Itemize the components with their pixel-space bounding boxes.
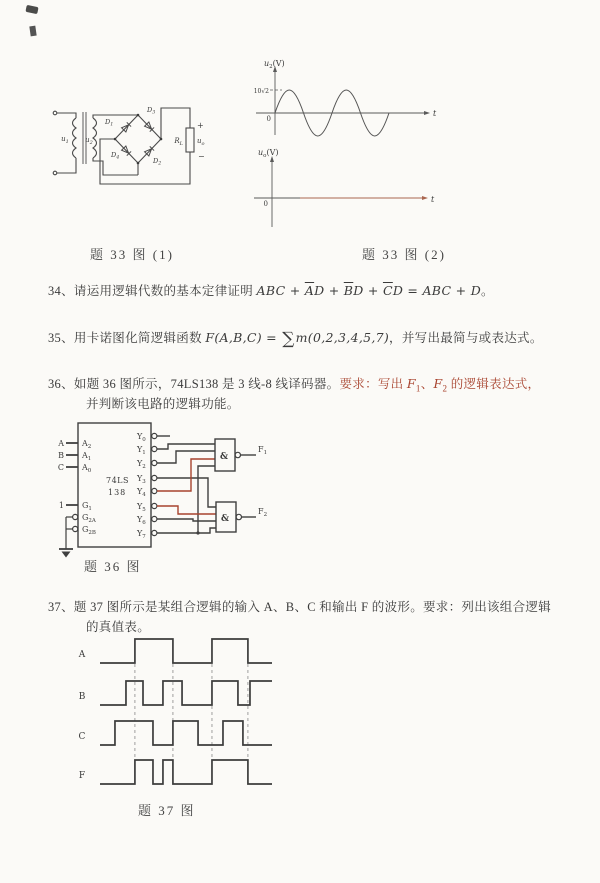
wire	[93, 115, 138, 118]
q37-number: 37、	[48, 600, 74, 614]
gate1-amp-symbol: &	[220, 452, 229, 462]
label-d2: $D_2$	[153, 157, 162, 167]
q36-number: 36、	[48, 377, 74, 391]
output-label-f2: $F_2$	[258, 507, 268, 518]
fig33-1-caption: 题 33 图 (1)	[90, 247, 174, 262]
pin-label-y3: $Y_3$	[137, 474, 146, 485]
wire-y1-gate1	[157, 444, 215, 449]
waveform-label-f: F	[78, 771, 86, 781]
waveform-label-c: C	[78, 732, 86, 742]
wire-y6-gate2	[157, 519, 216, 521]
pin-label-a2: $A_2$	[82, 439, 92, 450]
primary-coil-icon	[73, 118, 77, 158]
fig33-2-waveforms	[240, 55, 440, 235]
input-label-c: C	[58, 463, 64, 472]
wire-y3-gate2	[157, 478, 216, 507]
g1-origin: 0	[266, 115, 271, 123]
pin-label-a0: $A_0$	[82, 463, 92, 474]
pin-label-g1: $G_1$	[82, 501, 92, 512]
output-label-f1: $F_1$	[258, 445, 268, 456]
label-d1: $D_1$	[105, 118, 114, 128]
waveform-c	[100, 721, 272, 745]
waveform-label-a: A	[78, 650, 86, 660]
pin-label-y6: $Y_6$	[137, 515, 146, 526]
fig33-1-bridge-rectifier	[45, 82, 220, 197]
pin-label-a1: $A_1$	[82, 451, 92, 462]
input-label-one: 1	[58, 501, 64, 510]
terminal-icon	[53, 171, 57, 175]
q35-number: 35、	[48, 331, 74, 345]
wire-y2-gate1	[157, 451, 215, 463]
g1-x-arrow-icon	[424, 111, 430, 115]
g2a-bubble-icon	[73, 514, 78, 519]
terminal-icon	[53, 111, 57, 115]
pin-label-y1: $Y_1$	[137, 445, 146, 456]
junction-dot-icon	[196, 531, 199, 534]
g2-y-label: $u_o(V)$	[258, 148, 279, 159]
label-minus: −	[198, 152, 205, 161]
g2-origin: 0	[263, 200, 268, 208]
waveform-a	[100, 639, 272, 663]
ground-icon	[62, 552, 71, 558]
fig36-caption: 题 36 图	[84, 559, 142, 574]
gate1-bubble-icon	[235, 452, 240, 457]
label-u1: $u_1$	[61, 135, 69, 145]
question-35: 35、用卡诺图化简逻辑函数 F(A,B,C) = ∑m(0,2,3,4,5,7)，并写出最简与或表达式。	[48, 329, 543, 349]
label-d4: $D_4$	[111, 151, 120, 161]
sigma-symbol: ∑	[282, 329, 295, 349]
wire-y7-gate2	[198, 528, 216, 533]
chip-name-top: 74LS	[106, 476, 129, 485]
wire-y5-gate2-red	[157, 506, 216, 514]
gate2-bubble-icon	[236, 514, 241, 519]
question-37-line1: 37、题 37 图所示是某组合逻辑的输入 A、B、C 和输出 F 的波形。要求：列出该组合逻辑	[48, 600, 552, 614]
fig37-caption: 题 37 图	[138, 803, 196, 818]
pin-label-g2a: $G_{2A}$	[82, 513, 96, 524]
fig33-2-caption: 题 33 图 (2)	[362, 247, 446, 262]
wire-y4-gate1-red	[157, 459, 215, 491]
question-36-line2: 并判断该电路的逻辑功能。	[86, 397, 240, 411]
load-resistor-icon	[186, 128, 194, 152]
g2-x-arrow-icon	[422, 196, 428, 200]
question-37-line2: 的真值表。	[86, 620, 151, 634]
pin-label-y0: $Y_0$	[137, 432, 146, 443]
label-d3: $D_3$	[147, 106, 156, 116]
fig36-decoder-circuit	[58, 418, 303, 568]
secondary-coil-icon	[93, 118, 97, 158]
g1-peak-value: 10√2	[253, 88, 269, 95]
scan-artifact	[29, 26, 36, 37]
label-rl: $R_L$	[174, 137, 183, 147]
g2-t-label: t	[431, 195, 435, 204]
g2b-bubble-icon	[73, 526, 78, 531]
q34-number: 34、	[48, 284, 74, 298]
gate2-amp-symbol: &	[221, 514, 230, 524]
fig37-waveform-chart	[58, 632, 298, 812]
pin-label-g2b: $G_{2B}$	[82, 525, 96, 536]
input-label-a: A	[58, 439, 64, 448]
scan-artifact	[25, 5, 38, 14]
bridge-diamond	[115, 115, 161, 163]
waveform-label-b: B	[78, 692, 86, 702]
question-36-line1: 36、如题 36 图所示，74LS138 是 3 线-8 线译码器。要求：写出 $F_1$、$F_2$ 的逻辑表达式，	[48, 376, 541, 394]
pin-label-y5: $Y_5$	[137, 502, 146, 513]
pin-label-y2: $Y_2$	[137, 459, 146, 470]
pin-label-y7: $Y_7$	[137, 529, 146, 540]
g1-y-label: $u_2(V)$	[264, 59, 285, 70]
q36-requirement: 要求：写出 $F_1$、$F_2$ 的逻辑表达式，	[339, 376, 541, 394]
waveform-f	[100, 760, 272, 784]
waveform-b	[100, 681, 272, 705]
chip-name-bottom: 138	[108, 488, 127, 497]
wire	[100, 139, 190, 184]
input-label-b: B	[58, 451, 64, 460]
y-output-bubbles	[152, 433, 157, 535]
g1-t-label: t	[433, 109, 437, 118]
pin-label-y4: $Y_4$	[137, 487, 146, 498]
wire	[57, 158, 76, 173]
label-plus: +	[197, 121, 204, 130]
question-34: 34、请运用逻辑代数的基本定律证明 ABC + $\overline{A}D + \overline{B}D + \overline{C}D$ = ABC + D。	[48, 283, 494, 298]
label-uo: $u_o$	[197, 137, 205, 147]
wire-y7-gate1	[157, 466, 215, 533]
wire	[57, 113, 76, 118]
label-u2: $u_2$	[85, 136, 93, 146]
